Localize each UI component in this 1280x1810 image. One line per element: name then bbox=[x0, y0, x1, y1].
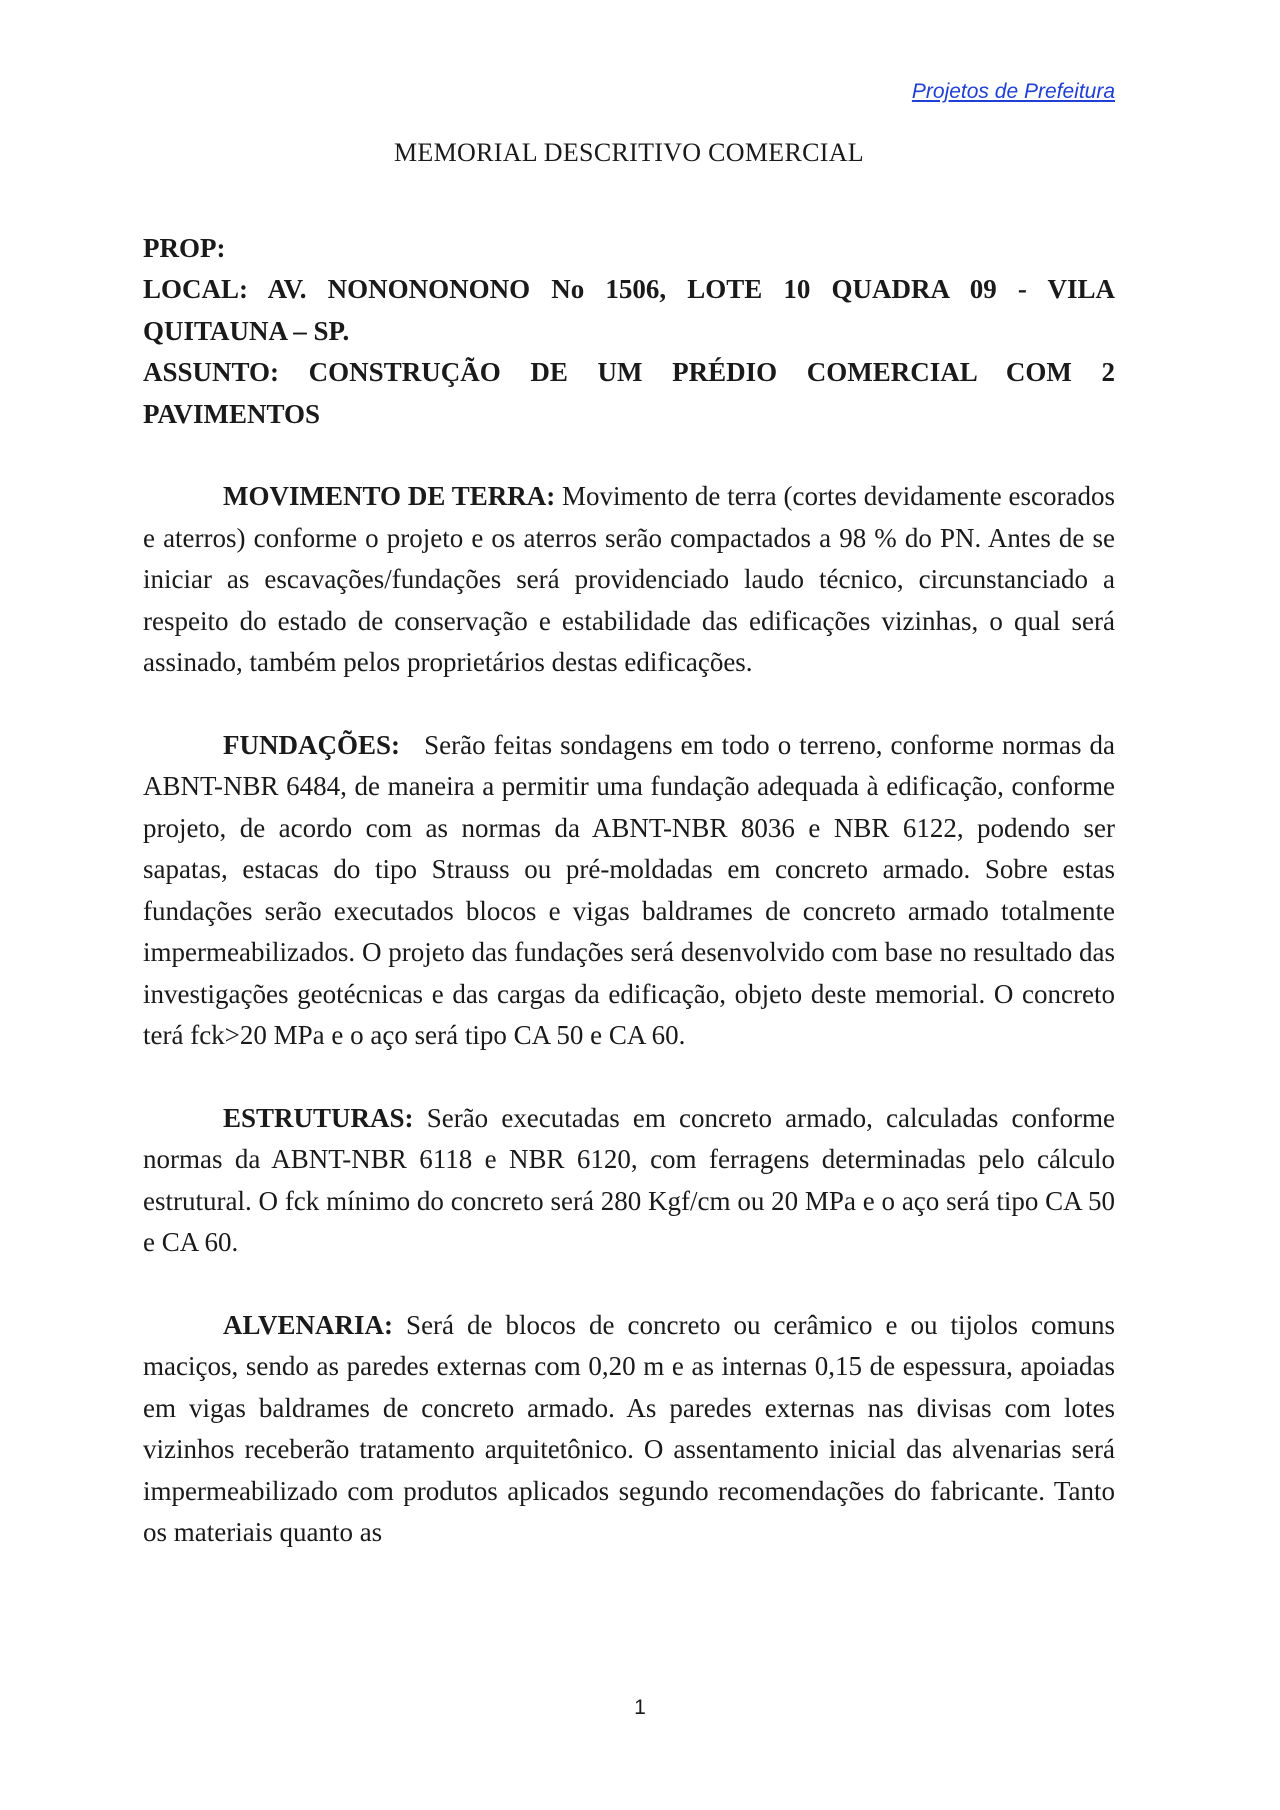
section-label: ESTRUTURAS: bbox=[223, 1102, 414, 1133]
section-alvenaria bbox=[143, 1305, 1115, 1554]
section-label: ALVENARIA: bbox=[223, 1309, 394, 1340]
document-meta bbox=[143, 228, 1115, 436]
section-text: Será de blocos de concreto ou cerâmico e ou tijolos comuns maciços, sendo as paredes externas com 0,20 m e as internas 0,15 de espessura, apoiadas em vigas baldrames de concreto armado. As paredes externas nas divisas com lotes vizinhos receberão tratamento arquitetônico. O assentamento inicial das alvenarias será impermeabilizado com produtos aplicados segundo recomendações do fabricante. Tanto os materiais quanto as bbox=[143, 1309, 1115, 1547]
meta-assunto: ASSUNTO: CONSTRUÇÃO DE UM PRÉDIO COMERCIAL COM 2 PAVIMENTOS bbox=[143, 357, 1115, 429]
meta-prop: PROP: bbox=[143, 232, 226, 263]
page-number: 1 bbox=[634, 1696, 646, 1719]
meta-local: LOCAL: AV. NONONONONO No 1506, LOTE 10 QUADRA 09 - VILA QUITAUNA – SP. bbox=[143, 274, 1115, 346]
section-label: FUNDAÇÕES: bbox=[223, 729, 401, 760]
section-fundacoes bbox=[143, 725, 1115, 1057]
section-movimento-de-terra bbox=[143, 476, 1115, 684]
document-body bbox=[143, 132, 1115, 1595]
section-text: Serão executadas em concreto armado, calculadas conforme normas da ABNT-NBR 6118 e NBR 6120, com ferragens determinadas pelo cálculo estrutural. O fck mínimo do concreto será 280 Kgf/cm ou 20 MPa e o aço será tipo CA 50 e CA 60. bbox=[143, 1102, 1115, 1257]
projetos-de-prefeitura-link[interactable]: Projetos de Prefeitura bbox=[911, 80, 1115, 103]
section-text: Movimento de terra (cortes devidamente escorados e aterros) conforme o projeto e os aterros serão compactados a 98 % do PN. Antes de se iniciar as escavações/fundações será providenciado laudo técnico, circunstanciado a respeito do estado de conservação e estabilidade das edificações vizinhas, o qual será assinado, também pelos proprietários destas edificações. bbox=[143, 481, 1116, 677]
document-title: MEMORIAL DESCRITIVO COMERCIAL bbox=[394, 138, 864, 167]
section-text: Serão feitas sondagens em todo o terreno, conforme normas da ABNT-NBR 6484, de maneira a permitir uma fundação adequada à edificação, conforme projeto, de acordo com as normas da ABNT-NBR 8036 e NBR 6122, podendo ser sapatas, estacas do tipo Strauss ou pré-moldadas em concreto armado. Sobre estas fundações serão executados blocos e vigas baldrames de concreto armado totalmente impermeabilizados. O projeto das fundações será desenvolvido com base no resultado das investigações geotécnicas e das cargas da edificação, objeto deste memorial. O concreto terá fck>20 MPa e o aço será tipo CA 50 e CA 60. bbox=[143, 729, 1115, 1050]
section-estruturas bbox=[143, 1098, 1115, 1264]
section-label: MOVIMENTO DE TERRA: bbox=[223, 481, 556, 511]
